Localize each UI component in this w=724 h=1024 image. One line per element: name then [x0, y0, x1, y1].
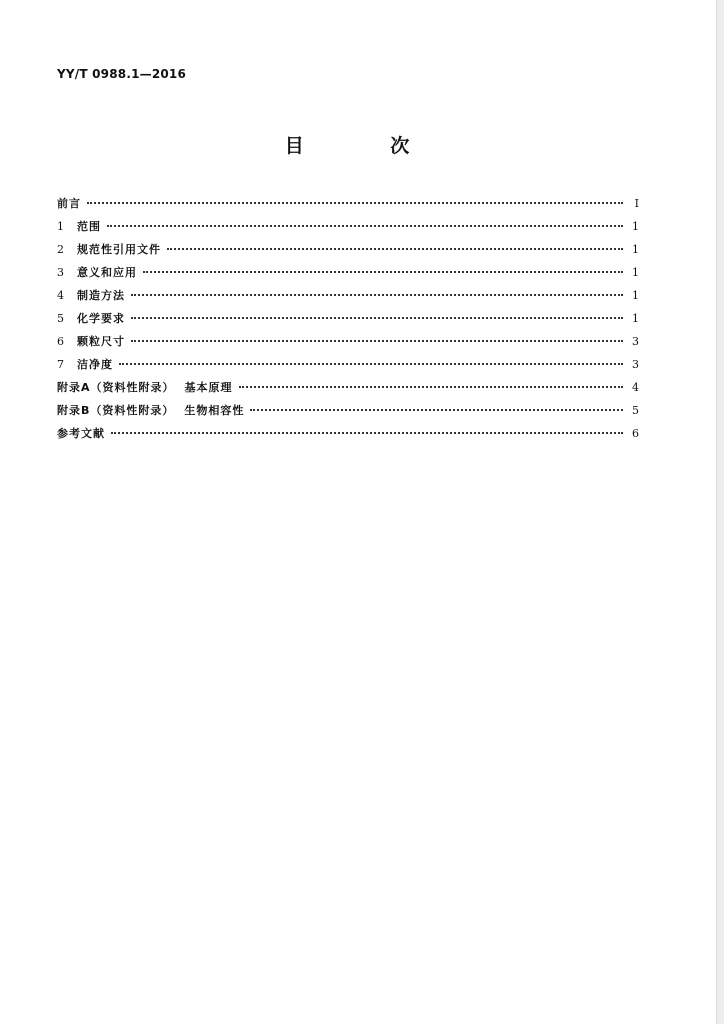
toc-entry-label: 附录A（资料性附录） — [57, 381, 175, 394]
toc-entry-label: 化学要求 — [77, 312, 125, 325]
toc-entry-label: 颗粒尺寸 — [77, 335, 125, 348]
toc-entry-label: 意义和应用 — [77, 266, 137, 279]
toc-entry-label: 参考文献 — [57, 427, 105, 440]
toc-entry[interactable] — [57, 307, 639, 330]
toc-entry-subtitle: 生物相容性 — [184, 404, 245, 417]
toc-entry-label: 范围 — [77, 220, 101, 233]
toc-dot-leader — [119, 363, 623, 365]
toc-dot-leader — [131, 317, 623, 319]
toc-entry-number: 3 — [57, 266, 64, 279]
toc-entry-number: 2 — [57, 243, 64, 256]
toc-dot-leader — [143, 271, 623, 273]
toc-entry[interactable] — [57, 215, 639, 238]
toc-dot-leader — [239, 386, 623, 388]
table-of-contents — [57, 192, 639, 445]
toc-entry-number: 6 — [57, 335, 64, 348]
toc-dot-leader — [131, 294, 623, 296]
toc-entry[interactable] — [57, 238, 639, 261]
toc-dot-leader — [111, 432, 623, 434]
toc-dot-leader — [250, 409, 623, 411]
toc-entry[interactable] — [57, 422, 639, 445]
toc-entry[interactable] — [57, 353, 639, 376]
toc-entry-label: 制造方法 — [77, 289, 125, 302]
toc-entry-page: 3 — [632, 358, 639, 371]
toc-entry-number: 7 — [57, 358, 64, 371]
toc-entry-page: 1 — [632, 243, 639, 256]
toc-entry[interactable] — [57, 192, 639, 215]
toc-dot-leader — [87, 202, 623, 204]
toc-entry-page: 6 — [632, 427, 639, 440]
toc-entry[interactable] — [57, 399, 639, 422]
toc-entry-label: 规范性引用文件 — [77, 243, 161, 256]
toc-entry-subtitle: 基本原理 — [184, 381, 233, 394]
toc-entry-label: 洁净度 — [77, 358, 113, 371]
toc-dot-leader — [107, 225, 623, 227]
toc-entry-page: 5 — [632, 404, 639, 417]
toc-title: 目 次 — [284, 135, 450, 157]
toc-dot-leader — [131, 340, 623, 342]
page-edge — [716, 0, 724, 1024]
toc-entry[interactable] — [57, 376, 639, 399]
toc-entry-page: Ⅰ — [634, 197, 639, 210]
standard-code: YY/T 0988.1—2016 — [57, 67, 187, 81]
toc-entry-page: 1 — [632, 289, 639, 302]
toc-dot-leader — [167, 248, 623, 250]
toc-entry-number: 1 — [57, 220, 64, 233]
toc-entry[interactable] — [57, 284, 639, 307]
toc-entry-page: 1 — [632, 312, 639, 325]
toc-entry-number: 4 — [57, 289, 64, 302]
toc-entry[interactable] — [57, 261, 639, 284]
toc-entry-page: 1 — [632, 266, 639, 279]
toc-entry-page: 4 — [632, 381, 639, 394]
toc-entry-label: 附录B（资料性附录） — [57, 404, 175, 417]
toc-entry-label: 前言 — [57, 197, 81, 210]
toc-entry[interactable] — [57, 330, 639, 353]
toc-entry-page: 3 — [632, 335, 639, 348]
toc-entry-page: 1 — [632, 220, 639, 233]
toc-entry-number: 5 — [57, 312, 64, 325]
